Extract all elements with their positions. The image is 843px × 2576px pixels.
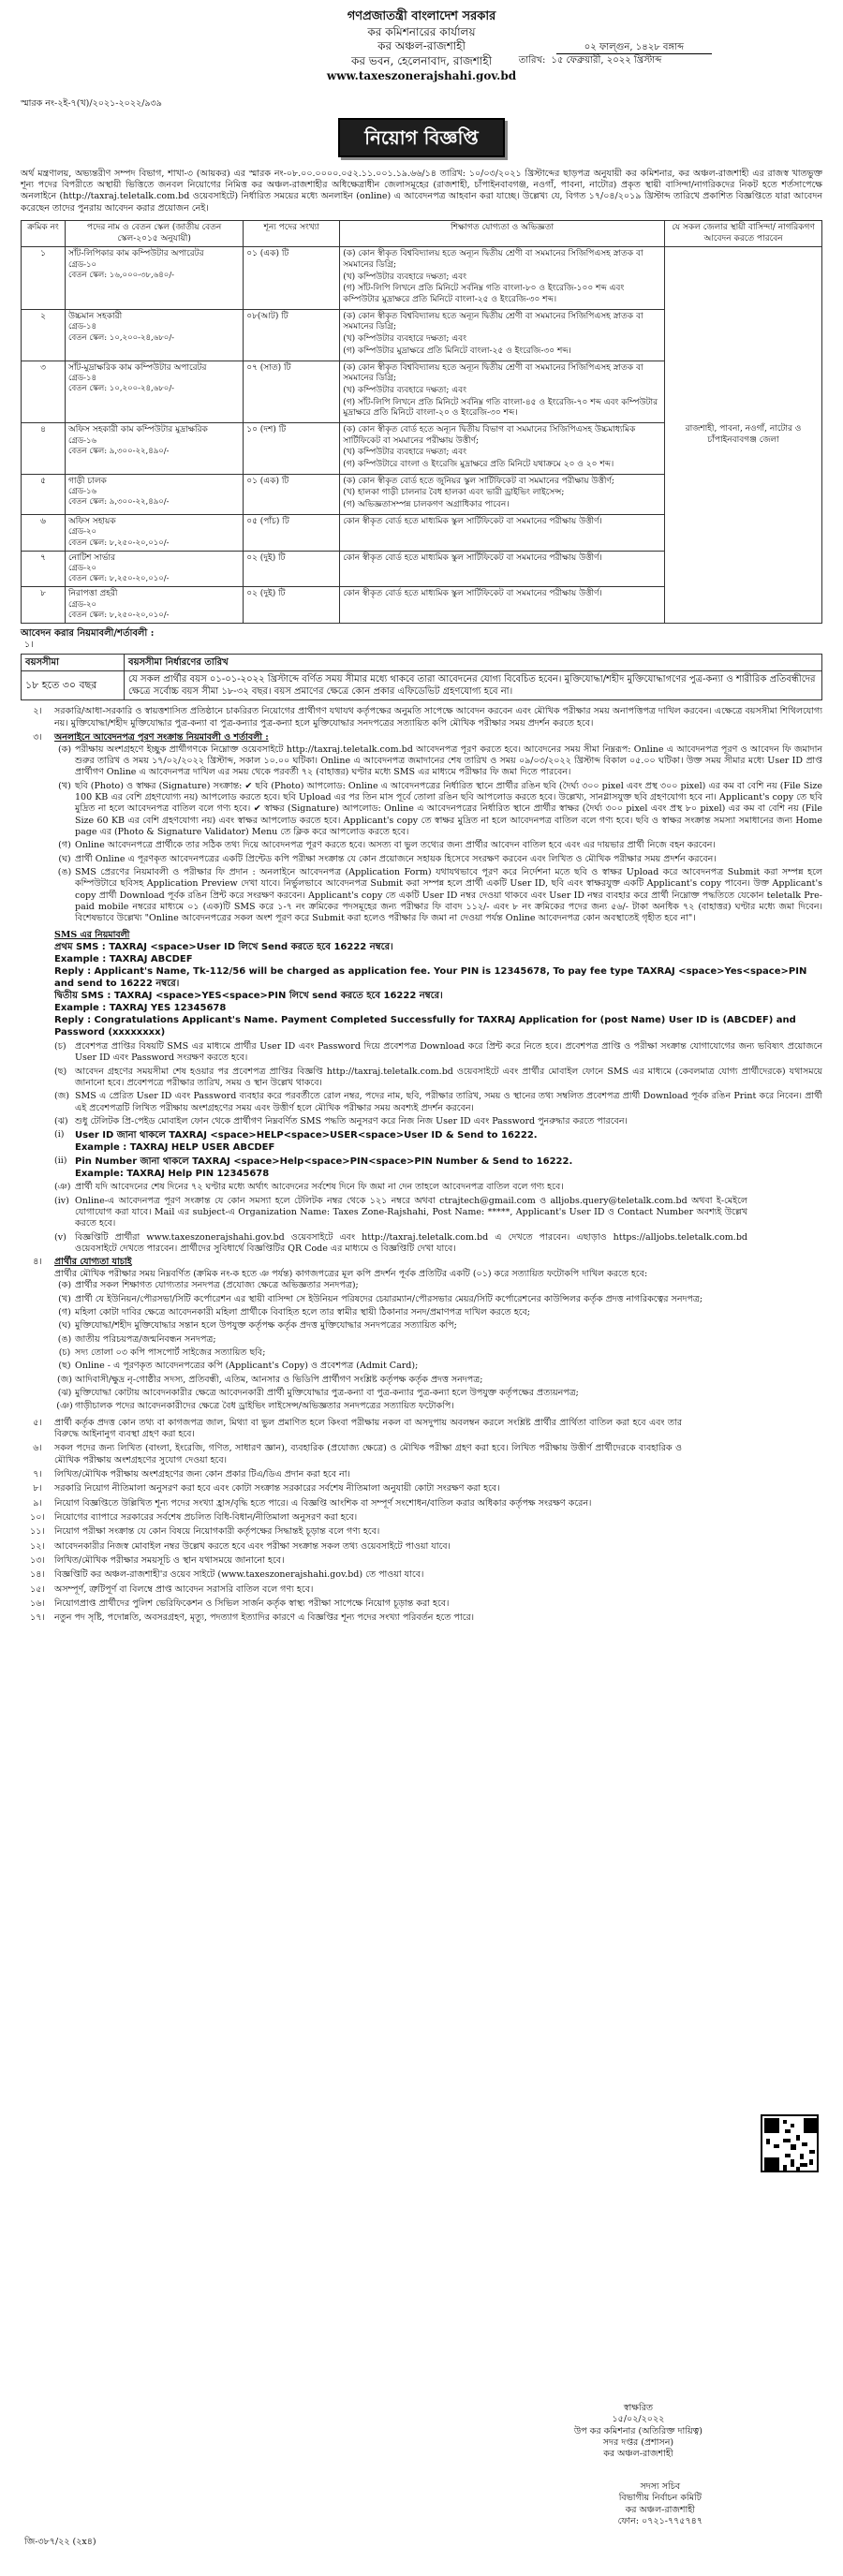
- sub-item: [54, 1334, 822, 1346]
- age-limit-value: ১৮ হতে ৩০ বছর: [22, 671, 125, 700]
- rule-number: ১০।: [30, 1512, 45, 1524]
- qr-module: [783, 2165, 787, 2171]
- rule-item: [21, 1512, 822, 1524]
- row-serial: ৭: [22, 551, 66, 587]
- post-scale: বেতন স্কেল: ৯,৩০০-২২,৪৯০/-: [68, 497, 170, 508]
- sub-item-text: মুক্তিযোদ্ধা কোটায় আবেদনকারীর ক্ষেত্রে আবেদনকারী প্রার্থী মুক্তিযোদ্ধার পুত্র-কন্যা বা পুত্র-কন্যার পুত্র-কন্যা হলে উপযুক্ত কর্তৃপক্ষের প্রত্যয়নপত্র;: [75, 1387, 579, 1398]
- qualification-item: (খ) কম্পিউটার ব্যবহারে দক্ষতা; এবং: [343, 334, 467, 345]
- date-label: তারিখ:: [518, 55, 546, 66]
- rule-item: [21, 1569, 822, 1581]
- signed-date: ১৫/০২/২০২২: [612, 2414, 665, 2425]
- age-table: [21, 654, 822, 700]
- qr-module: [800, 2154, 804, 2159]
- sub-item-text: প্রার্থীর সকল শিক্ষাগত যোগ্যতার সনদপত্র (প্রযোজ্য ক্ষেত্রে অভিজ্ঞতার সনদপত্র);: [75, 1280, 359, 1291]
- rule-number: ৩।: [33, 732, 42, 743]
- sub-item-text: পরীক্ষায় অংশগ্রহণে ইচ্ছুক প্রার্থীগণকে নিম্নোক্ত ওয়েবসাইটে http://taxraj.teletalk.com.bd আবেদনপত্র পূরণ করতে হবে। আবেদনের সময় সীমা নিম্নরূপ: Online এ আবেদনপত্র পূরণ ও আবেদন ফি জমাদান শুরুর তারিখ ও সময় ১৭/০২/২০২২ খ্রিস্টাব্দ, সকাল ১০.০০ ঘটিকা। Online এ আবেদনপত্র জমাদানের শেষ তারিখ ও সময় ০৯/০৩/২০২২ খ্রিস্টাব্দ বিকাল ০৫.০০ ঘটিকা। উক্ত সময় সীমার মধ্যে User ID প্রাপ্ত প্রার্থীগণ Online এ আবেদনপত্র দাখিল এর সময় থেকে পরবর্তী ৭২ (বাহাত্তর) ঘণ্টার মধ্যে SMS এর মাধ্যমে পরীক্ষার ফি জমা দিতে পারবেন।: [75, 743, 822, 778]
- address: কর ভবন, হেলেনাবাদ, রাজশাহী: [350, 54, 493, 68]
- post-grade: গ্রেড-১০: [68, 260, 96, 271]
- age-num: ১।: [24, 640, 34, 651]
- more-rules: [21, 1418, 822, 1625]
- rule-text: সরকারি/আধা-সরকারি ও স্বায়ত্তশাসিত প্রতিষ্ঠানে চাকরিরত নিয়োগের প্রার্থীগণ যথাযথ কর্তৃপক্ষের অনুমতি সাপেক্ষে আবেদন করবেন এবং মৌখিক পরীক্ষার সময় অনাপত্তিপত্র দাখিল করবেন। এক্ষেত্রে বয়সসীমা শিথিলযোগ্য নয়। মুক্তিযোদ্ধা/শহীদ মুক্তিযোদ্ধার পুত্র-কন্যা বা পুত্র-কন্যার পুত্র-কন্যা হলে মুক্তিযোদ্ধার সনদপত্রের সত্যায়িত কপি মৌখিক পরীক্ষার সময় প্রদর্শন করতে হবে।: [54, 706, 822, 729]
- rule-number: ৭।: [33, 1468, 42, 1479]
- row-serial: ৩: [22, 361, 66, 422]
- sub-item: [54, 1067, 822, 1090]
- sub-item: [54, 1116, 822, 1127]
- sub-item-number: (গ): [58, 1306, 71, 1317]
- qr-module: [764, 2157, 779, 2172]
- signer-section: সদর দপ্তর (প্রশাসন): [602, 2437, 674, 2449]
- sms-reply-1: Reply : Applicant's Name, Tk-112/56 will be charged as application fee. Your PIN is 12345678, To pay fee type TAXRAJ <space>Yes<space>PIN and send to 16222 নম্বরে।: [54, 966, 807, 990]
- sub-item-text: আদিবাসী/ক্ষুদ্র নৃ-গোষ্ঠীর সদস্য, প্রতিবন্ধী, এতিম, আনসার ও ভিডিপি প্রার্থীগণ সংশ্লিষ্ট কর্তৃপক্ষ কর্তৃক প্রদত্ত সনদপত্র;: [75, 1374, 483, 1385]
- sms-rules-title: SMS এর নিয়মাবলী: [54, 929, 130, 940]
- rule-item: [21, 1541, 822, 1553]
- signature-block-2: [618, 2481, 702, 2527]
- table-row: [22, 247, 822, 309]
- sub-item: [54, 1280, 822, 1291]
- row-serial: ৫: [22, 474, 66, 514]
- recovery-i-num: (i): [54, 1129, 65, 1141]
- office-title: কর কমিশনারের কার্যালয়: [367, 24, 476, 38]
- sub-item-text: প্রার্থী Online এ পূরণকৃত আবেদনপত্রের একটি প্রিন্টেড কপি পরীক্ষা সংক্রান্ত যে কোন প্রয়োজনে সহায়ক হিসেবে সংরক্ষণ করবেন এবং লিখিত ও মৌখিক পরীক্ষার সময় প্রদর্শন করবেন।: [75, 853, 717, 864]
- sub-item-text: আবেদন গ্রহণের সময়সীমা শেষ হওয়ার পর প্রবেশপত্র প্রাপ্তির বিজ্ঞপ্তি http://taxraj.teletalk.com.bd ওয়েবসাইটে এবং প্রার্থীর মোবাইল ফোনে SMS এর মাধ্যমে (কেবলমাত্র যোগ্য প্রার্থীদেরকে) যথাসময়ে জানানো হবে। প্রবেশপত্রে পরীক্ষার তারিখ, সময় ও স্থান উল্লেখ থাকবে।: [75, 1066, 822, 1089]
- sub-item-number: (ঞ): [54, 1182, 71, 1193]
- rule-number: ৯।: [33, 1497, 42, 1509]
- row-post: [66, 587, 244, 624]
- rule-item: [21, 1483, 822, 1494]
- sub-item-number: (চ): [54, 1041, 67, 1052]
- rule-3-items: [54, 744, 822, 925]
- qr-module: [774, 2144, 779, 2148]
- sub-item-number: (খ): [58, 1293, 71, 1304]
- sub-item: [54, 781, 822, 839]
- rule-text: সকল পদের জন্য লিখিত (বাংলা, ইংরেজি, গণিত, সাধারণ জ্ঞান), ব্যবহারিক (প্রযোজ্য ক্ষেত্রে) ও মৌখিক পরীক্ষা গ্রহণ করা হবে। লিখিত পরীক্ষায় উত্তীর্ণ প্রার্থীদেরকে ব্যবহারিক ও মৌখিক পরীক্ষায় অংশগ্রহণের সুযোগ দেওয়া হবে।: [54, 1443, 682, 1465]
- table-header-row: [22, 220, 822, 246]
- row-vacancy: ০২ (দুই) টি: [244, 551, 340, 587]
- post-name: সাঁট-লিপিকার কাম কম্পিউটার অপারেটর: [68, 249, 204, 259]
- rule-item: [21, 1612, 822, 1624]
- post-scale: বেতন স্কেল: ১৬,০০০-৩৮,৬৪০/-: [68, 271, 175, 281]
- qr-module: [783, 2120, 787, 2124]
- sub-item: [54, 867, 822, 925]
- sub-item: [54, 1375, 822, 1386]
- qualification-item: (গ) সাঁট-লিপি লিখনে প্রতি মিনিটে সর্বনিম্ন গতি বাংলা-৮০ ও ইংরেজি-১০০ শব্দ এবং কম্পিউটার মুদ্রাক্ষরে প্রতি মিনিটে বাংলা-২৫ ও ইংরেজি-৩০ শব্দ।: [343, 284, 625, 305]
- committee-office: কর অঞ্চল-রাজশাহী: [625, 2504, 695, 2515]
- rule-2: [21, 706, 822, 729]
- row-post: [66, 551, 244, 587]
- qualification-item: (গ) সাঁট-লিপি লিখনে প্রতি মিনিটে সর্বনিম্ন গতি বাংলা-৪৫ ও ইংরেজি-৭০ শব্দ এবং কম্পিউটার মুদ্রাক্ষরে প্রতি মিনিটে বাংলা-২০ ও ইংরেজি-৩০ শব্দ।: [343, 397, 658, 419]
- qr-module: [809, 2159, 813, 2165]
- sub-item-number: (ছ): [54, 1066, 67, 1077]
- secretary-title: সদস্য সচিব: [640, 2481, 681, 2492]
- rule-3c-items: [54, 1182, 747, 1255]
- date-block: [518, 41, 712, 66]
- row-post: [66, 309, 244, 361]
- sub-item-number: (চ): [58, 1347, 71, 1358]
- post-name: সাঁট-মুদ্রাক্ষরিক কাম কম্পিউটার অপারেটর: [68, 362, 207, 373]
- qr-module: [800, 2163, 807, 2167]
- memo-number: স্মারক নং-২ই-৭(খ)/২০২১-২০২২/৯৩৯: [21, 98, 162, 110]
- sub-item: [54, 1196, 747, 1230]
- qr-module: [785, 2154, 791, 2157]
- rule-number: ২।: [33, 706, 42, 717]
- col-serial: ক্রমিক নং: [22, 220, 66, 246]
- sub-item-number: (ঞ): [56, 1401, 73, 1412]
- qr-module: [791, 2159, 794, 2167]
- qualification-item: (ক) কোন স্বীকৃত বিশ্ববিদ্যালয় হতে অন্যূন দ্বিতীয় শ্রেণী বা সমমানের সিজিপিএসহ স্নাতক বা সমমানের ডিগ্রি;: [343, 311, 643, 332]
- recovery-i-text: User ID জানা থাকলে TAXRAJ <space>HELP<space>USER<space>User ID & Send to 16222.: [75, 1130, 538, 1141]
- post-scale: বেতন স্কেল: ৮,২৫০-২০,০১০/-: [68, 537, 170, 548]
- qr-module: [796, 2167, 800, 2171]
- sub-item-number: (v): [54, 1231, 67, 1243]
- recovery-ii-text: Pin Number জানা থাকলে TAXRAJ <space>Help<space>PIN<space>PIN Number & Send to 16222.: [75, 1156, 573, 1168]
- sub-item-text: প্রার্থী যে ইউনিয়ন/পৌরসভা/সিটি কর্পোরেশন এর স্থায়ী বাসিন্দা সে ইউনিয়ন পরিষদের চেয়ারম্যান/পৌরসভার মেয়র/সিটি কর্পোরেশনের কাউন্সিলর কর্তৃক প্রদত্ত নাগরিকত্বের সনদপত্র;: [75, 1293, 703, 1304]
- col-districts: যে সকল জেলার স্থায়ী বাসিন্দা/ নাগরিকগণ আবেদন করতে পারবেন: [665, 220, 822, 246]
- rule-number: ১২।: [30, 1540, 45, 1552]
- qr-code-icon: [761, 2114, 819, 2172]
- post-grade: গ্রেড-১৬: [68, 435, 96, 446]
- row-post: [66, 361, 244, 422]
- post-scale: বেতন স্কেল: ৮,২৫০-২০,০১০/-: [68, 611, 170, 621]
- qr-module: [791, 2144, 796, 2150]
- posts-table: [21, 220, 822, 624]
- rule-3b-items: [54, 1041, 822, 1127]
- sub-item: [54, 1294, 822, 1305]
- rule-text: লিখিত/মৌখিক পরীক্ষার সময়সূচি ও স্থান যথাসময়ে জানানো হবে।: [54, 1555, 285, 1567]
- sub-item-text: জাতীয় পরিচয়পত্র/জন্মনিবন্ধন সনদপত্র;: [75, 1333, 216, 1345]
- post-grade: গ্রেড-১৬: [68, 487, 96, 497]
- sub-item-text: ছবি (Photo) ও স্বাক্ষর (Signature) সংক্রান্ত: ✔ ছবি (Photo) আপলোড: Online এ আবেদনপত্রের নির্ধারিত স্থানে প্রার্থীর রঙিন ছবি (দৈর্ঘ্য ৩০০ pixel এবং প্রস্থ ৩০০ pixel) এর কম বা বেশি নয় (File Size 100 KB এর বেশি গ্রহণযোগ্য নয়) আপলোড করতে হবে। ছবি Upload এর পর তিন মাস পূর্বে তোলা রঙিন ছবি আপলোড করতে হবে। উল্লেখ্য, সানগ্লাসযুক্ত ছবি গ্রহণযোগ্য হবে না। Applicant's copy তে ছবি মুদ্রিত না হলে আবেদনপত্র বাতিল বলে গণ্য হবে। ✔ স্বাক্ষর (Signature) আপলোড: Online এ আবেদনপত্রের নির্ধারিত স্থানে প্রার্থীর স্বাক্ষর (দৈর্ঘ্য ৩০০ pixel এবং প্রস্থ ৮০ pixel) এর কম বা বেশি নয় (File Size 60 KB এর বেশি গ্রহণযোগ্য নয়) এবং স্বাক্ষর আপলোড করতে হবে। Applicant's copy তে স্বাক্ষর মুদ্রিত না হলে আবেদনপত্র বাতিল বলে গণ্য হবে। ছবি ও স্বাক্ষর সংক্রান্ত সমস্যা সমাধানের জন্য Home page এর (Photo & Signature Validator) Menu তে ক্লিক করে আপলোড করতে হবে।: [75, 780, 822, 837]
- qualification-item: (গ) অভিজ্ঞতাসম্পন্ন চালকগণ অগ্রাধিকার পাবেন।: [343, 500, 510, 510]
- signer-designation: উপ কর কমিশনার (অতিরিক্ত দায়িত্ব): [573, 2425, 702, 2436]
- col-vacancies: শূন্য পদের সংখ্যা: [244, 220, 340, 246]
- rule-text: লিখিত/মৌখিক পরীক্ষায় অংশগ্রহণের জন্য কোন প্রকার টিএ/ডিএ প্রদান করা হবে না।: [54, 1468, 350, 1479]
- rule-text: নিয়োগ পরীক্ষা সংক্রান্ত যে কোন বিষয়ে নিয়োগকারী কর্তৃপক্ষের সিদ্ধান্তই চূড়ান্ত বলে গণ্য হবে।: [54, 1526, 380, 1538]
- rule-item: [21, 1584, 822, 1596]
- terms-title: আবেদন করার নিয়মাবলী/শর্তাবলী :: [21, 628, 155, 640]
- qualification-item: কোন স্বীকৃত বোর্ড হতে মাধ্যমিক স্কুল সার্টিফিকেট বা সমমানের পরীক্ষায় উত্তীর্ণ।: [343, 589, 602, 599]
- row-qualification: [340, 309, 665, 361]
- sub-item-number: (ঝ): [54, 1116, 68, 1127]
- signed-label: স্বাক্ষরিত: [623, 2403, 654, 2413]
- zone-title: কর অঞ্চল-রাজশাহী: [377, 39, 466, 53]
- rule-number: ৫।: [33, 1417, 42, 1428]
- phone-number: ফোন: ০৭২১-৭৭৫৭৪৭: [617, 2516, 702, 2527]
- sub-item-number: (ছ): [58, 1361, 71, 1372]
- row-vacancy: ০৫ (পাঁচ) টি: [244, 514, 340, 551]
- sub-item-text: প্রার্থী যদি আবেদনের শেষ দিনের ৭২ ঘণ্টার মধ্যে অর্থাৎ আবেদনের সর্বশেষ দিনে ফি জমা না দেন তাহলে আবেদনপত্র বাতিল বলে গণ্য হবে।: [75, 1182, 564, 1193]
- rule-item: [21, 1555, 822, 1567]
- qualification-item: (খ) হালকা গাড়ী চালনার বৈধ হালকা এবং ভারী ড্রাইভিং লাইসেন্স;: [343, 488, 565, 498]
- rule-item: [21, 1469, 822, 1480]
- sub-item-number: (iv): [54, 1195, 69, 1206]
- committee-name: বিভাগীয় নির্বাচন কমিটি: [618, 2493, 702, 2504]
- qualification-item: কোন স্বীকৃত বোর্ড হতে মাধ্যমিক স্কুল সার্টিফিকেট বা সমমানের পরীক্ষায় উত্তীর্ণ।: [343, 516, 602, 526]
- post-scale: বেতন স্কেল: ১০,২০০-২৪,৬৮০/-: [68, 332, 175, 343]
- rule-item: [21, 1418, 822, 1441]
- sub-item-number: (ঘ): [58, 1320, 71, 1332]
- qr-module: [802, 2142, 807, 2146]
- row-post: [66, 247, 244, 309]
- sms-example-2: Example : TAXRAJ YES 12345678: [54, 1003, 227, 1014]
- row-qualification: [340, 551, 665, 587]
- post-grade: গ্রেড-২০: [68, 527, 96, 537]
- rule-text: অসম্পূর্ণ, ত্রুটিপূর্ণ বা বিলম্বে প্রাপ্ত আবেদন সরাসরি বাতিল বলে গণ্য হবে।: [54, 1583, 314, 1595]
- qualification-item: (ক) কোন স্বীকৃত বিশ্ববিদ্যালয় হতে অন্যূন দ্বিতীয় শ্রেণী বা সমমানের সিজিপিএসহ স্নাতক বা সমমানের ডিগ্রি;: [343, 249, 643, 271]
- row-qualification: [340, 247, 665, 309]
- sub-item: [54, 854, 822, 865]
- row-serial: ৬: [22, 514, 66, 551]
- rule-number: ১৭।: [30, 1612, 45, 1624]
- qualification-item: কোন স্বীকৃত বোর্ড হতে মাধ্যমিক স্কুল সার্টিফিকেট বা সমমানের পরীক্ষায় উত্তীর্ণ।: [343, 552, 602, 563]
- recovery-block: [54, 1129, 822, 1180]
- post-name: উচ্চমান সহকারী: [68, 311, 123, 321]
- sub-item-text: Online-এ আবেদনপত্র পূরণ সংক্রান্ত যে কোন সমস্যা হলে টেলিটক নম্বর থেকে ১২১ নম্বরে অথবা ctrajtech@gmail.com ও alljobs.query@teletalk.com.bd অথবা ই-মেইলে যোগাযোগ করা যাবে। Mail এর subject-এ Organization Name: Taxes Zone-Rajshahi, Post Name: *****, Applicant's User ID ও Contact Number অবশ্যই উল্লেখ করতে হবে।: [75, 1195, 747, 1229]
- qualification-item: (গ) কম্পিউটার মুদ্রাক্ষরে প্রতি মিনিটে বাংলা-২৫ ও ইংরেজি-৩০ শব্দ।: [343, 346, 571, 356]
- qualification-item: (খ) কম্পিউটার ব্যবহারে দক্ষতা; এবং: [343, 272, 467, 282]
- post-name: গাড়ী চালক: [68, 476, 107, 486]
- sms-first: প্রথম SMS : TAXRAJ <space>User ID লিখে Send করতে হবে 16222 নম্বরে।: [54, 942, 393, 953]
- qr-module: [785, 2129, 791, 2133]
- post-scale: বেতন স্কেল: ৯,৩০০-২২,৪৯০/-: [68, 446, 170, 456]
- sub-item: [54, 1361, 822, 1372]
- rule-text: নিয়োগ বিজ্ঞপ্তিতে উল্লিখিত শূন্য পদের সংখ্যা হ্রাস/বৃদ্ধি হতে পারে। এ বিজ্ঞপ্তি আংশিক বা সম্পূর্ণ সংশোধন/বাতিল করার অধিকার কর্তৃপক্ষ সংরক্ষণ করেন।: [54, 1497, 592, 1509]
- row-qualification: [340, 514, 665, 551]
- row-vacancy: ০২ (দুই) টি: [244, 587, 340, 624]
- rule-item: [21, 1526, 822, 1538]
- qr-module: [804, 2118, 819, 2133]
- qr-module: [766, 2139, 770, 2144]
- row-post: [66, 422, 244, 474]
- sub-item-text: SMS প্রেরণের নিয়মাবলী ও পরীক্ষার ফি প্রদান : অনলাইনে আবেদনপত্র (Application Form) যথাযথভাবে পূরণ করে নির্দেশনা মতে ছবি ও স্বাক্ষর Upload করে আবেদনপত্র Submit করা সম্পন্ন হলে কম্পিউটারে ছবিসহ Application Preview দেখা যাবে। নির্ভুলভাবে আবেদনপত্র Submit করা সম্পন্ন হলে প্রার্থী একটি User ID, ছবি এবং স্বাক্ষরযুক্ত একটি Applicant's copy পাবেন। উক্ত Applicant's copy প্রার্থী Download পূর্বক রঙিন প্রিন্ট করে সংরক্ষণ করবেন। Applicant's copy তে একটি User ID নম্বর দেওয়া থাকবে এবং User ID নম্বর ব্যবহার করে প্রার্থী নিম্নোক্ত পদ্ধতিতে যেকোন teletalk Pre-paid mobile নম্বরের মাধ্যমে ০১ (এক)টি SMS করে ১-৭ নং ক্রমিকের পদসমূহের জন্য পরীক্ষার ফি বাবদ ১১২/- এবং ৮ নং ক্রমিকের পদের জন্য ৫৬/- টাকা অনধিক ৭২ (বাহাত্তর) ঘণ্টার মধ্যে জমা দিবেন। বিশেষভাবে উল্লেখ্য "Online আবেদনপত্রের সকল অংশ পূরণ করে Submit করা হলেও পরীক্ষার ফি জমা না দেওয়া পর্যন্ত Online আবেদনপত্র কোন অবস্থাতেই গৃহীত হবে না"।: [75, 866, 822, 924]
- row-post: [66, 474, 244, 514]
- qr-module: [809, 2150, 815, 2154]
- qr-module: [764, 2118, 779, 2133]
- qualification-item: (খ) কম্পিউটার ব্যবহারে দক্ষতা; এবং: [343, 385, 467, 395]
- footer-reference: জি-৩৮৭/২২ (২x৪): [24, 2536, 96, 2547]
- sub-item: [54, 840, 822, 851]
- signature-block-1: [574, 2403, 702, 2461]
- sub-item-number: (ঝ): [57, 1387, 72, 1398]
- qr-module: [791, 2124, 794, 2127]
- rule-text: নতুন পদ সৃষ্টি, পদোন্নতি, অবসরগ্রহণ, মৃত্যু, পদত্যাগ ইত্যাদির কারণে এ বিজ্ঞপ্তির শূন্য পদের সংখ্যা পরিবর্তন হতে পারে।: [54, 1612, 475, 1624]
- memo-line: [21, 98, 822, 110]
- rule-text: সরকারি নিয়োগ নীতিমালা অনুসরণ করা হবে এবং কোটা সংক্রান্ত সরকারের সর্বশেষ নীতিমালা অনুযায়ী কোটা সংরক্ষণ করা হবে।: [54, 1483, 500, 1494]
- rule-3: [21, 732, 822, 927]
- sub-item-text: SMS এ প্রেরিত User ID এবং Password ব্যবহার করে পরবর্তীতে রোল নম্বর, পদের নাম, ছবি, পরীক্ষার তারিখ, সময় ও স্থানের তথ্য সম্বলিত প্রবেশপত্র প্রার্থী Download পূর্বক রঙিন Print করে নিবেন। প্রার্থী এই প্রবেশপত্রটি লিখিত পরীক্ষায় অংশগ্রহণের সময় এবং উত্তীর্ণ হলে মৌখিক পরীক্ষার সময় অবশ্যই প্রদর্শন করবেন।: [75, 1091, 822, 1113]
- sub-item-number: (ঘ): [58, 853, 71, 864]
- qualification-item: (গ) কম্পিউটারে বাংলা ও ইংরেজি মুদ্রাক্ষরে প্রতি মিনিটে যথাক্রমে ২০ ও ২০ শব্দ।: [343, 460, 614, 470]
- rule-4-items: [54, 1280, 822, 1412]
- sub-item-text: গাড়ীচালক পদের আবেদনকারীদের ক্ষেত্রে বৈধ ড্রাইভিং লাইসেন্স/অভিজ্ঞতার সনদপত্রের সত্যায়িত ফটোকপি।: [75, 1401, 454, 1412]
- post-name: অফিস সহকারী কাম কম্পিউটার মুদ্রাক্ষরিক: [68, 424, 208, 434]
- rule-number: ১৫।: [30, 1583, 45, 1595]
- rule-4: [21, 1257, 822, 1414]
- row-post: [66, 514, 244, 551]
- sms-second: দ্বিতীয় SMS : TAXRAJ <space>YES<space>PIN লিখে send করতে হবে 16222 নম্বরে।: [54, 991, 443, 1002]
- sub-item: [54, 1320, 822, 1332]
- intro-paragraph: অর্থ মন্ত্রণালয়, অভ্যন্তরীণ সম্পদ বিভাগ, শাখা-৩ (আয়কর) এর স্মারক নং-০৮.০০.০০০০.০৫২.১১.০০১.১৯.৬৬/১৪ তারিখ: ১০/০৩/২০২১ খ্রিস্টাব্দের ছাড়পত্র অনুযায়ী কর কমিশনার, কর অঞ্চল-রাজশাহী এর রাজস্ব খাতভুক্ত শূন্য পদের বিপরীতে অস্থায়ী ভিত্তিতে জনবল নিয়োগের নিমিত্ত কর অঞ্চল-রাজশাহীর অধিক্ষেত্রাধীন জেলাসমূহের (রাজশাহী, চাঁপাইনবাবগঞ্জ, নওগাঁ, পাবনা, নাটোর) প্রকৃত স্থায়ী বাসিন্দা/নাগরিকদের নিকট হতে শর্তসাপেক্ষে অনলাইনে (http://taxraj.teletalk.com.bd ওয়েবসাইটে) নির্ধারিত সময়ের মধ্যে অনলাইন (online) এ আবেদনপত্র আহবান করা যাচ্ছে। উল্লেখ্য যে, বিগত ১৭/০৪/২০১৯ খ্রিস্টাব্দ তারিখে প্রকাশিত বিজ্ঞপ্তিতে যারা আবেদন করেছেন তাদের পুনরায় আবেদন করার প্রয়োজন নেই।: [21, 168, 822, 213]
- post-scale: বেতন স্কেল: ১০,২০০-২৪,৬৮০/-: [68, 384, 175, 394]
- sub-item-number: (গ): [58, 840, 71, 851]
- qualification-item: (ক) কোন স্বীকৃত বোর্ড হতে জুনিয়র স্কুল সার্টিফিকেট বা সমমানের পরীক্ষায় উত্তীর্ণ;: [343, 476, 614, 486]
- row-serial: ৪: [22, 422, 66, 474]
- sub-item: [54, 1307, 822, 1318]
- rule-item: [21, 1443, 822, 1466]
- sub-item: [54, 1388, 822, 1399]
- row-vacancy: ১০ (দশ) টি: [244, 422, 340, 474]
- qualification-item: (খ) কম্পিউটার ব্যবহারে দক্ষতা; এবং: [343, 448, 467, 458]
- sub-item-text: প্রবেশপত্র প্রাপ্তির বিষয়টি SMS এর মাধ্যমে প্রার্থীর User ID এবং Password দিয়ে প্রবেশপত্র Download করে প্রিন্ট করে নিতে হবে। প্রবেশপত্র প্রাপ্তি ও পরীক্ষা সংক্রান্ত যোগাযোগের জন্য ভবিষ্যৎ প্রয়োজনে User ID এবং Password সংরক্ষণ করতে হবে।: [75, 1041, 822, 1064]
- rule-text: নিয়োগপ্রাপ্ত প্রার্থীদের পুলিশ ভেরিফিকেশন ও সিভিল সার্জন কর্তৃক স্বাস্থ্য পরীক্ষা সাপেক্ষে নিয়োগ চূড়ান্ত করা হবে।: [54, 1598, 450, 1610]
- row-serial: ৮: [22, 587, 66, 624]
- post-scale: বেতন স্কেল: ৮,২৫০-২০,০১০/-: [68, 574, 170, 584]
- sms-example-1: Example : TAXRAJ ABCDEF: [54, 954, 193, 965]
- sub-item-text: সদ্য তোলা ০৩ কপি পাসপোর্ট সাইজের সত্যায়িত ছবি;: [75, 1347, 266, 1358]
- rules-section: [21, 706, 822, 1624]
- post-grade: গ্রেড-২০: [68, 600, 96, 611]
- qualification-item: (ক) কোন স্বীকৃত বোর্ড হতে অন্যূন দ্বিতীয় বিভাগ বা সমমানের সিজিপিএসহ উচ্চমাধ্যমিক সার্টিফিকেট বা সমমানের পরীক্ষায় উত্তীর্ণ;: [343, 424, 636, 446]
- districts-cell: রাজশাহী, পাবনা, নওগাঁ, নাটোর ও চাঁপাইনবাবগঞ্জ জেলা: [665, 247, 822, 624]
- sub-item-number: (জ): [54, 1091, 69, 1102]
- col-post-name: পদের নাম ও বেতন স্কেল (জাতীয় বেতন স্কেল-২০১৫ অনুযায়ী): [66, 220, 244, 246]
- row-qualification: [340, 422, 665, 474]
- rule-3-title: অনলাইনে আবেদনপত্র পূরণ সংক্রান্ত নিয়মাবলী ও শর্তাবলী :: [54, 732, 269, 743]
- sub-item: [54, 1232, 747, 1256]
- rule-number: ৪।: [33, 1257, 42, 1268]
- age-limit-detail: যে সকল প্রার্থীর বয়স ০১-০১-২০২২ খ্রিস্টাব্দে বর্ণিত সময় সীমার মধ্যে থাকবে তারা আবেদনের যোগ্য বিবেচিত হবেন। মুক্তিযোদ্ধা/শহীদ মুক্তিযোদ্ধাগণের পুত্র-কন্যা ও শারীরিক প্রতিবন্ধীদের ক্ষেত্রে সর্বোচ্চ বয়স সীমা ১৮-৩২ বছর। বয়স প্রমাণের ক্ষেত্রে কোন প্রকার এফিডেভিট গ্রহণযোগ্য হবে না।: [125, 671, 822, 700]
- qr-module: [796, 2135, 800, 2141]
- rule-number: ১৬।: [30, 1598, 45, 1610]
- row-vacancy: ০১ (এক) টি: [244, 247, 340, 309]
- post-grade: গ্রেড-২০: [68, 564, 96, 574]
- sub-item: [54, 1401, 822, 1412]
- age-header-date: বয়সসীমা নির্ধারণের তারিখ: [125, 655, 822, 671]
- post-name: অফিস সহায়ক: [68, 516, 116, 526]
- sub-item: [54, 744, 822, 779]
- row-qualification: [340, 474, 665, 514]
- rule-item: [21, 1598, 822, 1610]
- rule-4-title: প্রার্থীর যোগ্যতা যাচাই: [54, 1257, 132, 1268]
- sub-item-text: Online - এ পূরণকৃত আবেদনপত্রের কপি (Applicant's Copy) ও প্রবেশপত্র (Admit Card);: [75, 1361, 419, 1372]
- sub-item-text: মুক্তিযোদ্ধা/শহীদ মুক্তিযোদ্ধার সন্তান হলে উপযুক্ত কর্তৃপক্ষ কর্তৃক প্রদত্ত মুক্তিযোদ্ধার সনদপত্রের সত্যায়িত কপি;: [75, 1320, 457, 1332]
- rule-number: ৮।: [33, 1483, 42, 1494]
- row-serial: ২: [22, 309, 66, 361]
- banner-wrap: [21, 118, 822, 157]
- sub-item-text: মহিলা কোটা দাবির ক্ষেত্রে আবেদনকারী মহিলা প্রার্থীকে বিবাহিত হলে তার স্বামীর স্থায়ী ঠিকানার সনদ/প্রমাণপত্র দাখিল করতে হবে;: [75, 1306, 530, 1317]
- row-vacancy: ০৮(আট) টি: [244, 309, 340, 361]
- rule-text: বিজ্ঞপ্তিটি কর অঞ্চল-রাজশাহী'র ওয়েব সাইটে (www.taxeszonerajshahi.gov.bd) তে পাওয়া যাবে।: [54, 1569, 424, 1581]
- date-english: ১৫ ফেব্রুয়ারী, ২০২২ খ্রিস্টাব্দ: [551, 55, 662, 66]
- recovery-i-example: Example : TAXRAJ HELP USER ABCDEF: [75, 1142, 275, 1154]
- col-qualification: শিক্ষাগত যোগ্যতা ও অভিজ্ঞতা: [340, 220, 665, 246]
- qr-module: [783, 2139, 791, 2142]
- post-grade: গ্রেড-১৪: [68, 374, 96, 384]
- row-serial: ১: [22, 247, 66, 309]
- posts-table-body: [22, 247, 822, 624]
- date-bangla: ০২ ফাল্গুন, ১৪২৮ বঙ্গাব্দ: [556, 41, 712, 54]
- rule-text: প্রার্থী কর্তৃক প্রদত্ত কোন তথ্য বা কাগজপত্র জাল, মিথ্যা বা ভুল প্রমাণিত হলে কিংবা পরীক্ষায় নকল বা অসদুপায় অবলম্বন করলে সংশ্লিষ্ট প্রার্থীর প্রার্থিতা বাতিল করা হবে এবং তার বিরুদ্ধে আইনানুগ ব্যবস্থা গ্রহণ করা হবে।: [54, 1417, 682, 1439]
- row-vacancy: ০৭ (সাত) টি: [244, 361, 340, 422]
- post-grade: গ্রেড-১৪: [68, 322, 96, 332]
- website-link[interactable]: www.taxeszonerajshahi.gov.bd: [326, 68, 517, 82]
- notice-banner: নিয়োগ বিজ্ঞপ্তি: [338, 118, 505, 157]
- govt-title: গণপ্রজাতন্ত্রী বাংলাদেশ সরকার: [347, 9, 496, 23]
- rule-number: ৬।: [33, 1443, 42, 1454]
- row-qualification: [340, 587, 665, 624]
- signer-office: কর অঞ্চল-রাজশাহী: [603, 2449, 673, 2460]
- row-qualification: [340, 361, 665, 422]
- sub-item-text: বিজ্ঞপ্তিটি প্রার্থীরা www.taxeszonerajshahi.gov.bd ওয়েবসাইটে এবং http://taxraj.teletalk.com.bd এ দেখতে পারবেন। এছাড়াও https://alljobs.teletalk.com.bd ওয়েবসাইটে দেখতে পারবেন। প্রার্থীদের সুবিধার্থে বিজ্ঞপ্তিটির QR Code এর মাধ্যমে ও বিজ্ঞপ্তিটি দেখা যাবে।: [75, 1231, 747, 1255]
- sub-item: [54, 1347, 822, 1359]
- sub-item-text: শুধু টেলিটক প্রি-পেইড মোবাইল ফোন থেকে প্রার্থীগণ নিম্নবর্ণিত SMS পদ্ধতি অনুসরণ করে নিজ নিজ User ID এবং Password পুনরুদ্ধার করতে পারবেন।: [75, 1116, 628, 1127]
- rule-number: ১১।: [30, 1526, 45, 1538]
- rule-number: ১৩।: [30, 1555, 45, 1567]
- sub-item-text: Online আবেদনপত্রে প্রার্থীকে তার সঠিক তথ্য দিয়ে আবেদনপত্র পূরণ করতে হবে। অসত্য বা ভুল তথ্যের জন্য প্রার্থীর আবেদন বাতিল হবে এবং এর দায়ভার প্রার্থী নিজে বহন করবেন।: [75, 840, 716, 851]
- row-vacancy: ০১ (এক) টি: [244, 474, 340, 514]
- rule-text: নিয়োগের ব্যাপারে সরকারের সর্বশেষ প্রচলিত বিধি-বিধান/নীতিমালা অনুসরণ করা হবে।: [54, 1512, 358, 1524]
- sms-reply-2: Reply : Congratulations Applicant's Name. Payment Completed Successfully for TAXRAJ Application for (post Name) User ID is (ABCDEF) and Password (xxxxxxxx): [54, 1015, 796, 1038]
- recovery-ii-example: Example: TAXRAJ Help PIN 12345678: [75, 1169, 270, 1180]
- qualification-item: (ক) কোন স্বীকৃত বিশ্ববিদ্যালয় হতে অন্যূন দ্বিতীয় শ্রেণী বা সমমানের সিজিপিএসহ স্নাতক বা সমমানের ডিগ্রি;: [343, 362, 643, 384]
- rule-text: আবেদনকারীর নিজস্ব মোবাইল নম্বর উল্লেখ করতে হবে এবং পরীক্ষা সংক্রান্ত সকল তথ্য ওয়েবসাইটে পাওয়া যাবে।: [54, 1540, 451, 1552]
- rule-4-intro: প্রার্থীর মৌখিক পরীক্ষার সময় নিম্নবর্ণিত (ক্রমিক নং-ক হতে ঞ পর্যন্ত) কাগজপত্রের মূল কপি প্রদর্শন পূর্বক প্রতিটির একটি (০১) করে সত্যায়িত ফটোকপি দাখিল করতে হবে:: [54, 1268, 648, 1279]
- sub-item-number: (ক): [57, 1280, 72, 1291]
- age-header-limit: বয়সসীমা: [22, 655, 125, 671]
- sub-item-number: (ক): [57, 743, 72, 755]
- rule-number: ১৪।: [30, 1569, 45, 1581]
- rule-item: [21, 1498, 822, 1509]
- post-name: নোটিশ সার্ভার: [68, 552, 116, 563]
- sub-item-number: (জ): [57, 1374, 72, 1385]
- sub-item-number: (খ): [58, 780, 71, 791]
- recovery-ii-num: (ii): [54, 1156, 67, 1167]
- sub-item-number: (ঙ): [57, 866, 72, 877]
- sub-item: [54, 1041, 822, 1065]
- sub-item-number: (ঙ): [57, 1333, 72, 1345]
- sub-item: [54, 1182, 747, 1193]
- post-name: নিরাপত্তা প্রহরী: [68, 589, 118, 599]
- sub-item: [54, 1091, 822, 1114]
